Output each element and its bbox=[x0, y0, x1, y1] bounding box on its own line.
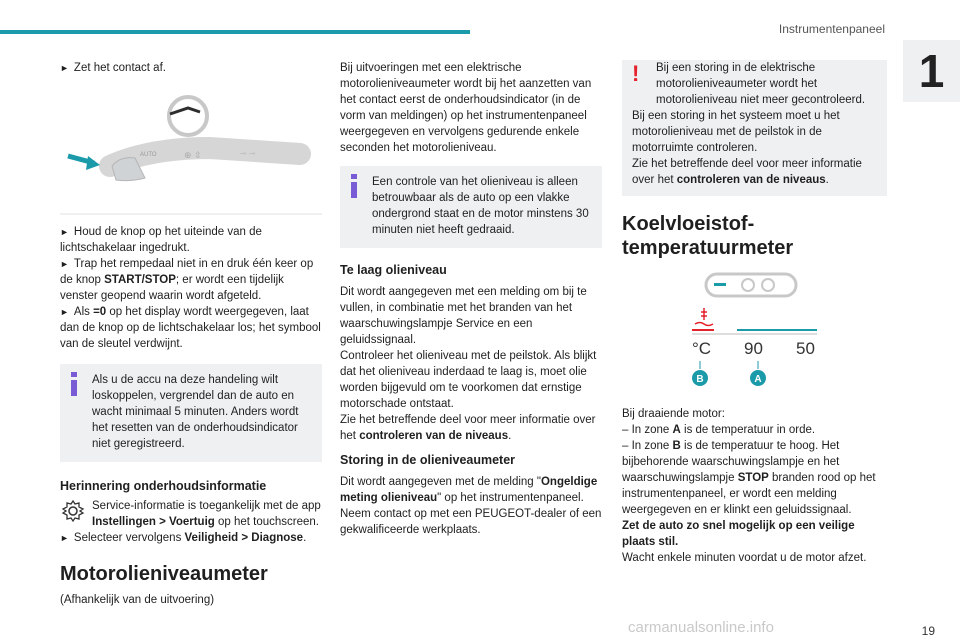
watermark: carmanualsonline.info bbox=[628, 619, 774, 636]
coolant-gauge-figure bbox=[622, 268, 887, 398]
info-icon bbox=[68, 372, 80, 396]
step-hold-button: ► Houd de knop op het uiteinde van de lichtschakelaar ingedrukt. bbox=[60, 224, 322, 256]
section-title: Instrumentenpaneel bbox=[778, 22, 885, 36]
page-number: 19 bbox=[921, 624, 935, 638]
low-oil-heading: Te laag olieniveau bbox=[340, 263, 447, 277]
lighting-switch-figure bbox=[60, 86, 322, 216]
column-1 bbox=[60, 60, 322, 608]
lever-label: AUTO bbox=[140, 152, 157, 158]
zone-a-text: – In zone A is de temperatuur in orde. bbox=[622, 424, 816, 436]
oil-fault-heading: Storing in de olieniveaumeter bbox=[340, 453, 516, 467]
info-icon bbox=[348, 174, 360, 198]
gauge-tick-90: 90 bbox=[744, 339, 763, 358]
zone-b-text: – In zone B is de temperatuur te hoog. Het bijbehorende waarschuwingslampje en het waarschuwingslampje STOP branden rood op het instrumentenpaneel, er wordt een melding weergegeven en er klinkt een geluidssignaal. bbox=[622, 440, 876, 516]
svg-text:⊕ ⇳: ⊕ ⇳ bbox=[184, 150, 202, 160]
zone-b-label: B bbox=[696, 374, 704, 385]
low-oil-text-3: Zie het betreffende deel voor meer informatie over het controleren van de niveaus. bbox=[340, 414, 596, 442]
oil-intro: Bij uitvoeringen met een elektrische motorolieniveaumeter wordt bij het aanzetten van het contact eerst de onderhoudsindicator (in de vorm van meldingen) op het instrumentenpaneel weergegeven en vervolgens gedurende enkele seconden het motorolieniveau. bbox=[340, 62, 592, 154]
running-intro: Bij draaiende motor: bbox=[622, 408, 725, 420]
column-3 bbox=[622, 60, 887, 566]
step-press-start: ► Trap het rempedaal niet in en druk één keer op de knop START/STOP; er wordt een tijdelijk venster geopend waarin wordt afgeteld. bbox=[60, 256, 322, 304]
oil-gauge-heading: Motorolieniveaumeter bbox=[60, 563, 268, 585]
wait-text: Wacht enkele minuten voordat u de motor afzet. bbox=[622, 552, 867, 564]
low-oil-text-1: Dit wordt aangegeven met een melding om bij te vullen, in combinatie met het branden van het waarschuwingslampje Service en een geluidssignaal. bbox=[340, 286, 587, 346]
gear-icon bbox=[60, 498, 86, 524]
chapter-number: 1 bbox=[903, 40, 960, 102]
oil-fault-text: Dit wordt aangegeven met de melding "Ongeldige meting olieniveau" op het instrumentenpaneel. Neem contact op met een PEUGEOT-dealer of een gekwalificeerde werkplaats. bbox=[340, 476, 602, 536]
header-accent-bar bbox=[0, 30, 470, 34]
step-switch-off: ► Zet het contact af. bbox=[60, 60, 322, 76]
reminder-heading: Herinnering onderhoudsinformatie bbox=[60, 479, 267, 493]
warning-icon: ! bbox=[632, 61, 640, 86]
reminder-block bbox=[60, 498, 322, 530]
coolant-heading: Koelvloeistof-temperatuurmeter bbox=[622, 213, 794, 259]
warning-box: ! Bij een storing in de elektrische motorolieniveaumeter wordt het motorolieniveau niet meer gecontroleerd. Bij een storing in het systeem moet u het motorolieniveau met de peilstok in de motorruimte controleren. Zie het betreffende deel voor meer informatie over het controleren van de niveaus. bbox=[622, 60, 887, 196]
info-box-oil-check: Een controle van het olieniveau is alleen betrouwbaar als de auto op een vlakke ondergrond staat en de motor minstens 30 minuten niet heeft gedraaid. bbox=[340, 166, 602, 248]
reminder-step: ► Selecteer vervolgens Veiligheid > Diagnose. bbox=[60, 530, 322, 546]
coolant-warning-icon bbox=[695, 308, 713, 326]
gauge-unit: °C bbox=[692, 339, 712, 358]
oil-gauge-subtitle: (Afhankelijk van de uitvoering) bbox=[60, 594, 215, 606]
column-2 bbox=[340, 60, 602, 538]
step-release: ► Als =0 op het display wordt weergegeven, laat dan de knop op de lichtschakelaar los; het symbool van de sleutel verdwijnt. bbox=[60, 304, 322, 352]
zone-a-label: A bbox=[754, 374, 762, 385]
info-box-battery: Als u de accu na deze handeling wilt loskoppelen, vergrendel dan de auto en wacht minimaal 5 minuten. Anders wordt het resetten van de onderhoudsindicator niet geregistreerd. bbox=[60, 364, 322, 462]
gauge-tick-50: 50 bbox=[796, 339, 815, 358]
reminder-text: Service-informatie is toegankelijk met de app Instellingen > Voertuig op het touchscreen. bbox=[92, 500, 321, 528]
stop-safely-text: Zet de auto zo snel mogelijk op een veilige plaats stil. bbox=[622, 520, 855, 548]
low-oil-text-2: Controleer het olieniveau met de peilstok. Als blijkt dat het olieniveau inderdaad te laag is, moet olie worden bijgevuld om te voorkomen dat ernstige motorschade ontstaat. bbox=[340, 350, 597, 410]
svg-text:⊸ ⊸: ⊸ ⊸ bbox=[240, 149, 256, 158]
